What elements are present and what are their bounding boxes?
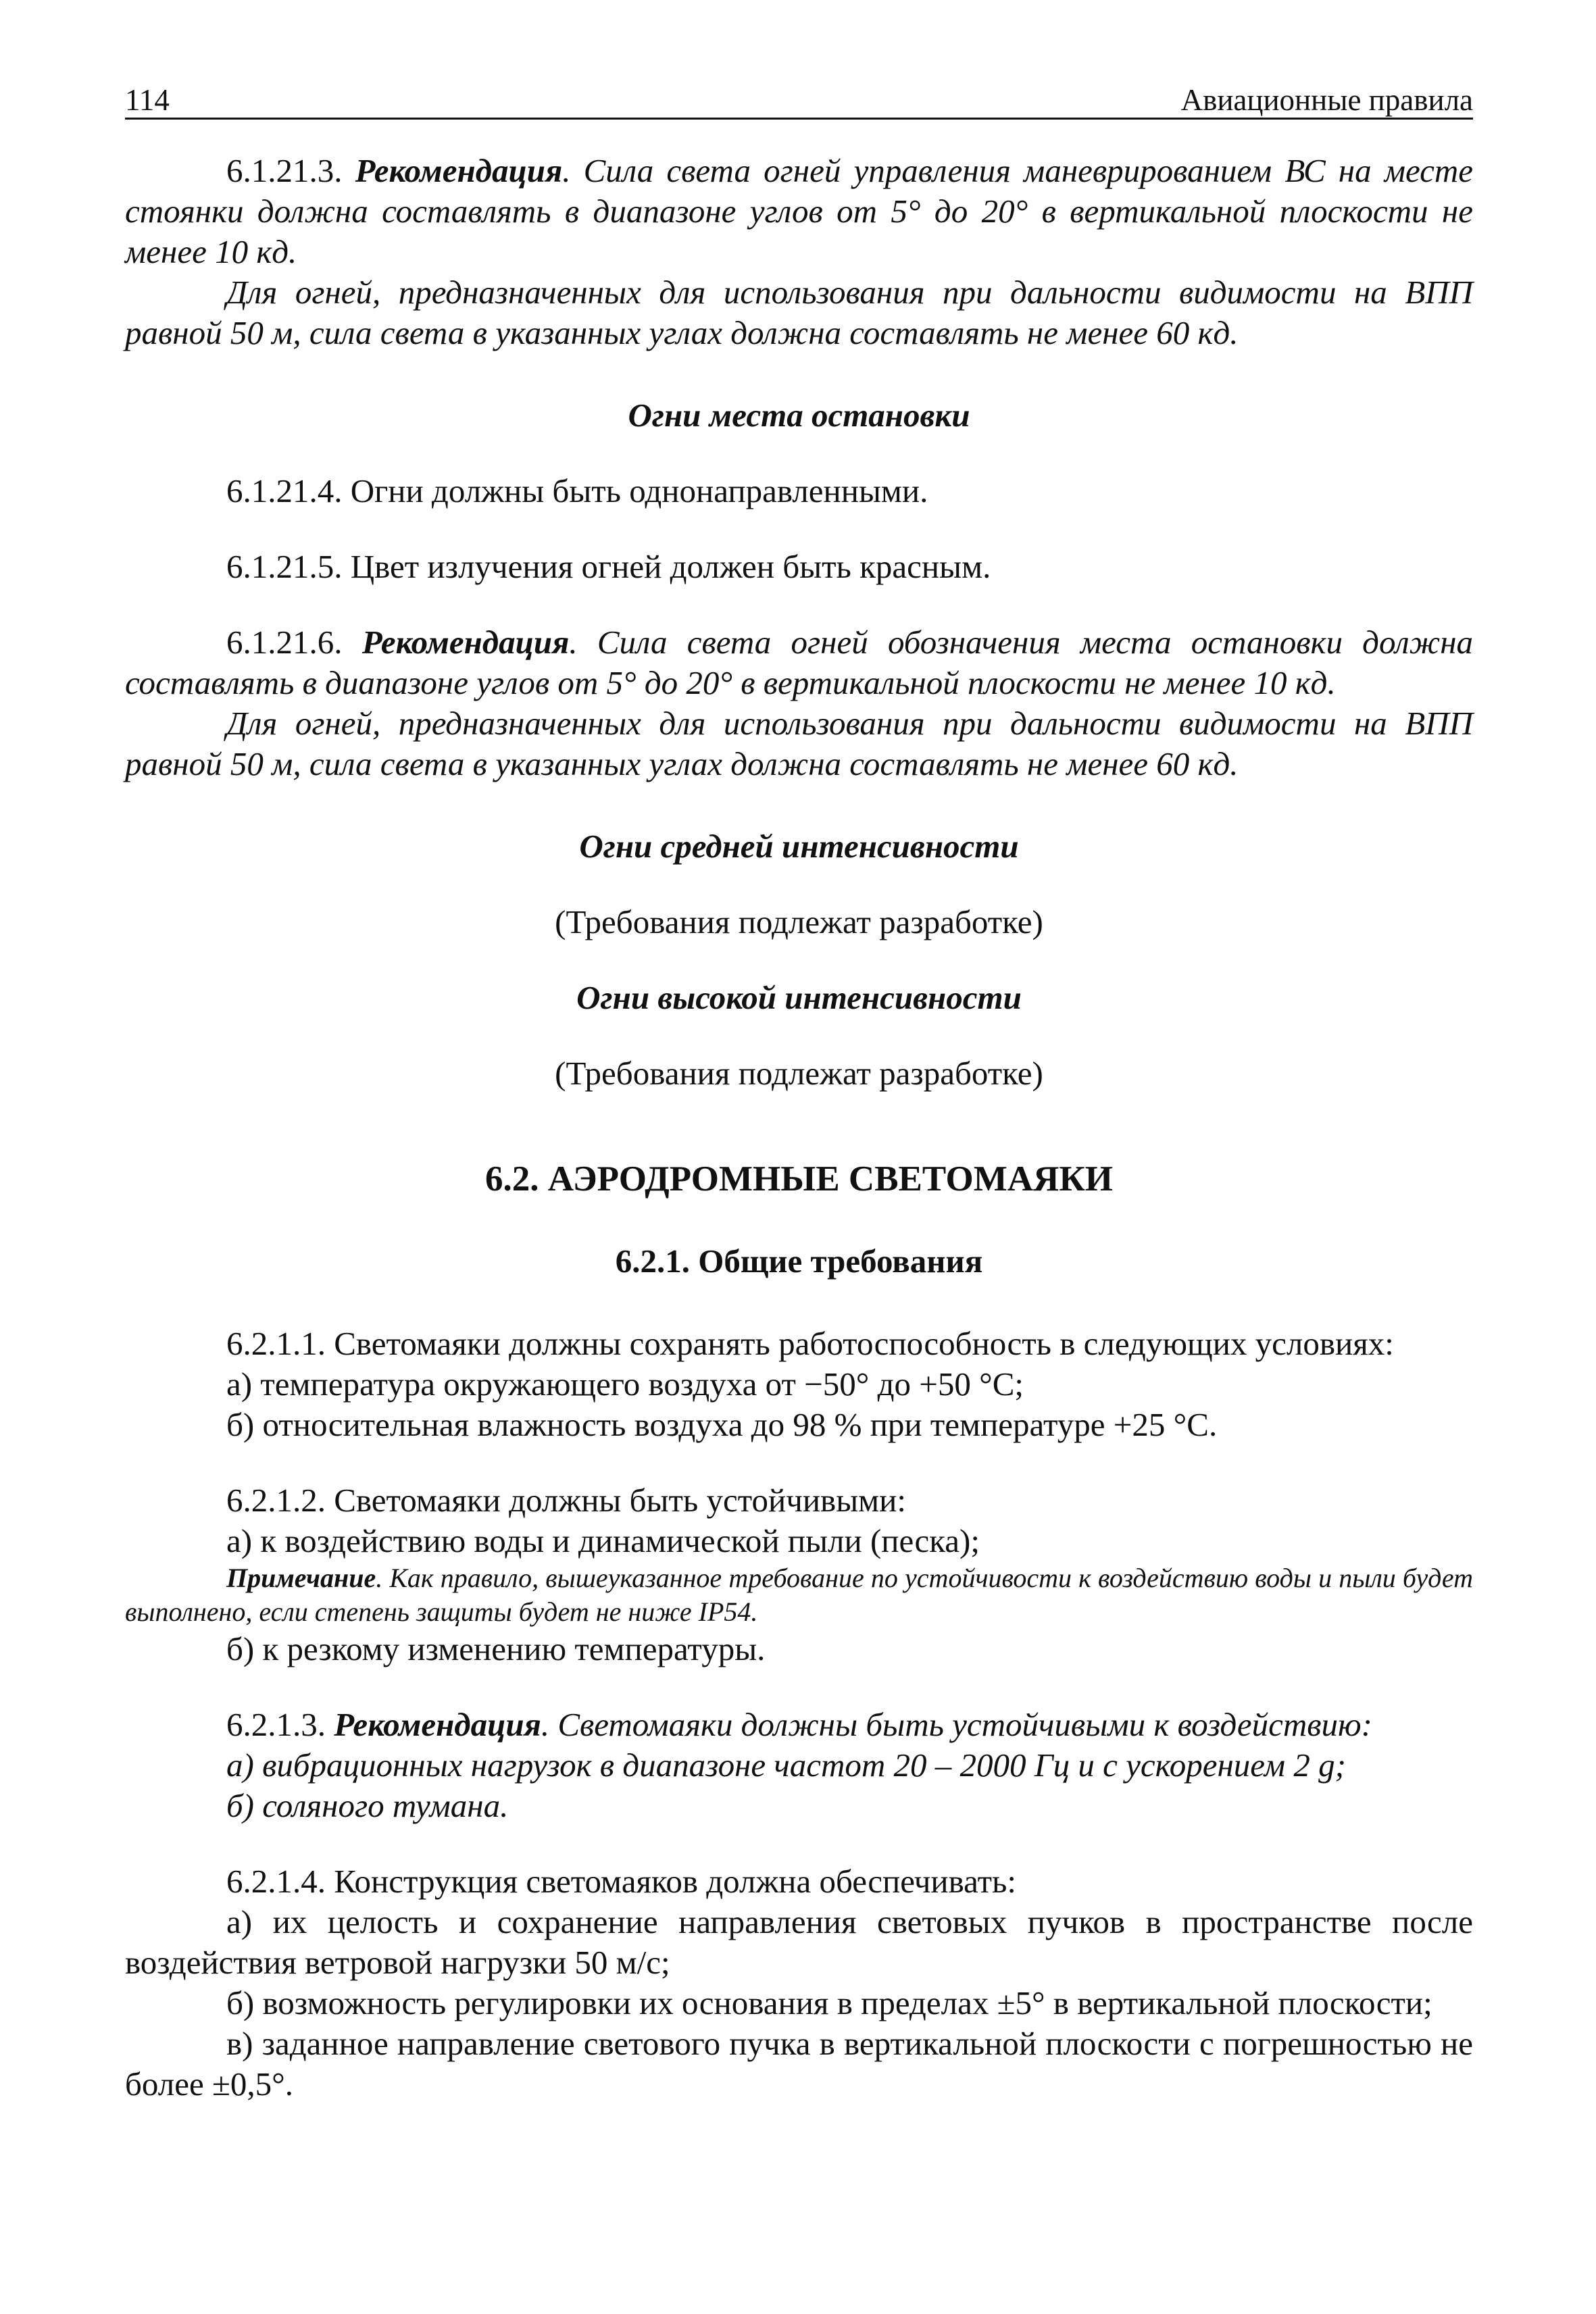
note-text: . Как правило, вышеуказанное требование по устойчивости к воздействию воды и пыли будет выполнено, если степень защиты будет не ниже IP54. bbox=[125, 1563, 1473, 1627]
list-item-b: б) соляного тумана. bbox=[226, 1787, 509, 1824]
page-header bbox=[125, 76, 1473, 120]
paragraph-6-1-21-5: 6.1.21.5. Цвет излучения огней должен быть красным. bbox=[226, 548, 991, 585]
note-label: Примечание bbox=[226, 1563, 376, 1593]
document-page bbox=[125, 76, 1473, 2105]
recommendation-label: Рекомендация bbox=[334, 1706, 541, 1743]
paragraph-6-2-1-3 bbox=[125, 1705, 1473, 1745]
paragraph-6-2-1-4: 6.2.1.4. Конструкция светомаяков должна обеспечивать: bbox=[226, 1863, 1016, 1900]
page-content bbox=[125, 151, 1473, 2105]
paragraph-6-1-21-3-cont: Для огней, предназначенных для использования при дальности видимости на ВПП равной 50 м, сила света в указанных углах должна составлять не менее 60 кд. bbox=[125, 274, 1473, 351]
paragraph-6-2-1-2: 6.2.1.2. Светомаяки должны быть устойчивыми: bbox=[226, 1482, 906, 1519]
running-title: Авиационные правила bbox=[1180, 83, 1473, 117]
clause-number: 6.1.21.3. bbox=[226, 152, 355, 189]
recommendation-label: Рекомендация bbox=[361, 624, 570, 661]
clause-text: . Сила света огней обозначения места остановки должна составлять в диапазоне углов от 5° до 20° в вертикальной плоскости не менее 10 кд. bbox=[125, 624, 1473, 701]
heading-high-intensity: Огни высокой интенсивности bbox=[576, 979, 1022, 1016]
recommendation-label: Рекомендация bbox=[355, 152, 563, 189]
list-item-a: а) вибрационных нагрузок в диапазоне частот 20 – 2000 Гц и с ускорением 2 g; bbox=[226, 1746, 1346, 1784]
clause-text: . Сила света огней управления маневрированием ВС на месте стоянки должна составлять в диапазоне углов от 5° до 20° в вертикальной плоскости не менее 10 кд. bbox=[125, 152, 1473, 270]
paragraph-6-1-21-4: 6.1.21.4. Огни должны быть однонаправленными. bbox=[226, 472, 928, 509]
note bbox=[125, 1561, 1473, 1629]
list-item-c: в) заданное направление светового пучка в вертикальной плоскости с погрешностью не более ±0,5°. bbox=[125, 2025, 1473, 2103]
list-item-a: а) их целость и сохранение направления световых пучков в пространстве после воздействия ветровой нагрузки 50 м/с; bbox=[125, 1903, 1473, 1981]
paragraph-6-1-21-3 bbox=[125, 151, 1473, 272]
list-item-b: б) к резкому изменению температуры. bbox=[226, 1630, 766, 1667]
subsection-title: 6.2.1. Общие требования bbox=[615, 1242, 983, 1280]
paragraph-6-2-1-1: 6.2.1.1. Светомаяки должны сохранять работоспособность в следующих условиях: bbox=[226, 1325, 1394, 1362]
page-number: 114 bbox=[125, 83, 170, 117]
heading-stop-lights: Огни места остановки bbox=[628, 397, 970, 434]
pending-requirements-1: (Требования подлежат разработке) bbox=[555, 903, 1043, 940]
clause-number: 6.1.21.6. bbox=[226, 624, 362, 661]
list-item-a: а) к воздействию воды и динамической пыли (песка); bbox=[226, 1522, 980, 1559]
heading-medium-intensity: Огни средней интенсивности bbox=[579, 828, 1019, 865]
list-item-a: а) температура окружающего воздуха от −50° до +50 °С; bbox=[226, 1365, 1024, 1403]
clause-number: 6.2.1.3. bbox=[226, 1706, 334, 1743]
paragraph-6-1-21-6-cont: Для огней, предназначенных для использования при дальности видимости на ВПП равной 50 м, сила света в указанных углах должна составлять не менее 60 кд. bbox=[125, 705, 1473, 782]
paragraph-6-1-21-6 bbox=[125, 622, 1473, 703]
clause-text: . Светомаяки должны быть устойчивыми к воздействию: bbox=[541, 1706, 1372, 1743]
list-item-b: б) возможность регулировки их основания в пределах ±5° в вертикальной плоскости; bbox=[226, 1984, 1432, 2021]
list-item-b: б) относительная влажность воздуха до 98 % при температуре +25 °С. bbox=[226, 1406, 1218, 1443]
pending-requirements-2: (Требования подлежат разработке) bbox=[555, 1055, 1043, 1092]
section-title: 6.2. АЭРОДРОМНЫЕ СВЕТОМАЯКИ bbox=[484, 1159, 1114, 1199]
